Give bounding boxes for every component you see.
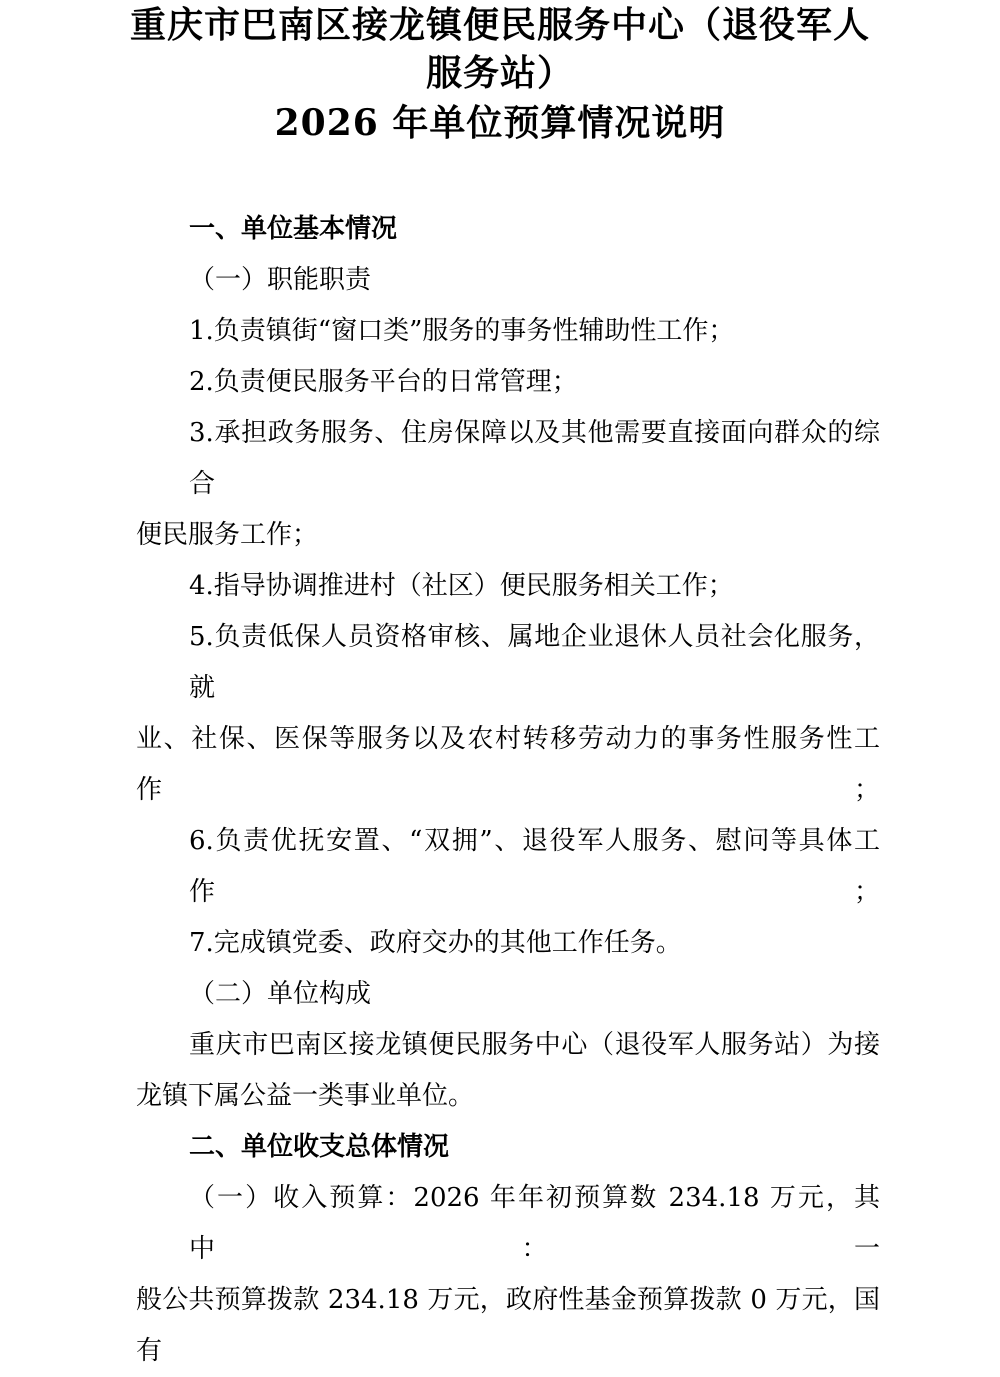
section-1-heading: 一、单位基本情况: [189, 214, 398, 244]
section-2-heading: 二、单位收支总体情况: [189, 1132, 450, 1162]
composition-line-2: 龙镇下属公益一类事业单位。: [136, 1081, 475, 1111]
duty-item-5-line-1: 5.负责低保人员资格审核、属地企业退休人员社会化服务，就: [189, 622, 880, 703]
subsection-2-heading: （二）单位构成: [189, 979, 372, 1009]
document-body: [136, 204, 880, 1377]
document-title-line-2: 服务站）: [425, 52, 574, 94]
document-title-line-3: 2026 年单位预算情况说明: [274, 102, 726, 144]
duty-item-7: 7.完成镇党委、政府交办的其他工作任务。: [189, 928, 682, 958]
duty-item-3-line-1: 3.承担政务服务、住房保障以及其他需要直接面向群众的综合: [189, 418, 880, 499]
duty-item-4: 4.指导协调推进村（社区）便民服务相关工作；: [189, 571, 734, 601]
document-title-line-1: 重庆市巴南区接龙镇便民服务中心（退役军人: [129, 4, 870, 46]
duty-item-6: 6.负责优抚安置、“双拥”、退役军人服务、慰问等具体工作；: [189, 826, 880, 907]
composition-line-1: 重庆市巴南区接龙镇便民服务中心（退役军人服务站）为接: [189, 1030, 880, 1060]
duty-item-1: 1.负责镇街“窗口类”服务的事务性辅助性工作；: [189, 316, 735, 346]
subsection-1-heading: （一）职能职责: [189, 265, 372, 295]
income-line-1: （一）收入预算：2026 年年初预算数 234.18 万元，其中：一: [189, 1183, 880, 1264]
duty-item-2: 2.负责便民服务平台的日常管理；: [189, 367, 578, 397]
duty-item-3-line-2: 便民服务工作；: [136, 520, 319, 550]
income-line-2: 般公共预算拨款 234.18 万元，政府性基金预算拨款 0 万元，国有: [136, 1285, 880, 1366]
duty-item-5-line-2: 业、社保、医保等服务以及农村转移劳动力的事务性服务性工作；: [136, 724, 880, 805]
